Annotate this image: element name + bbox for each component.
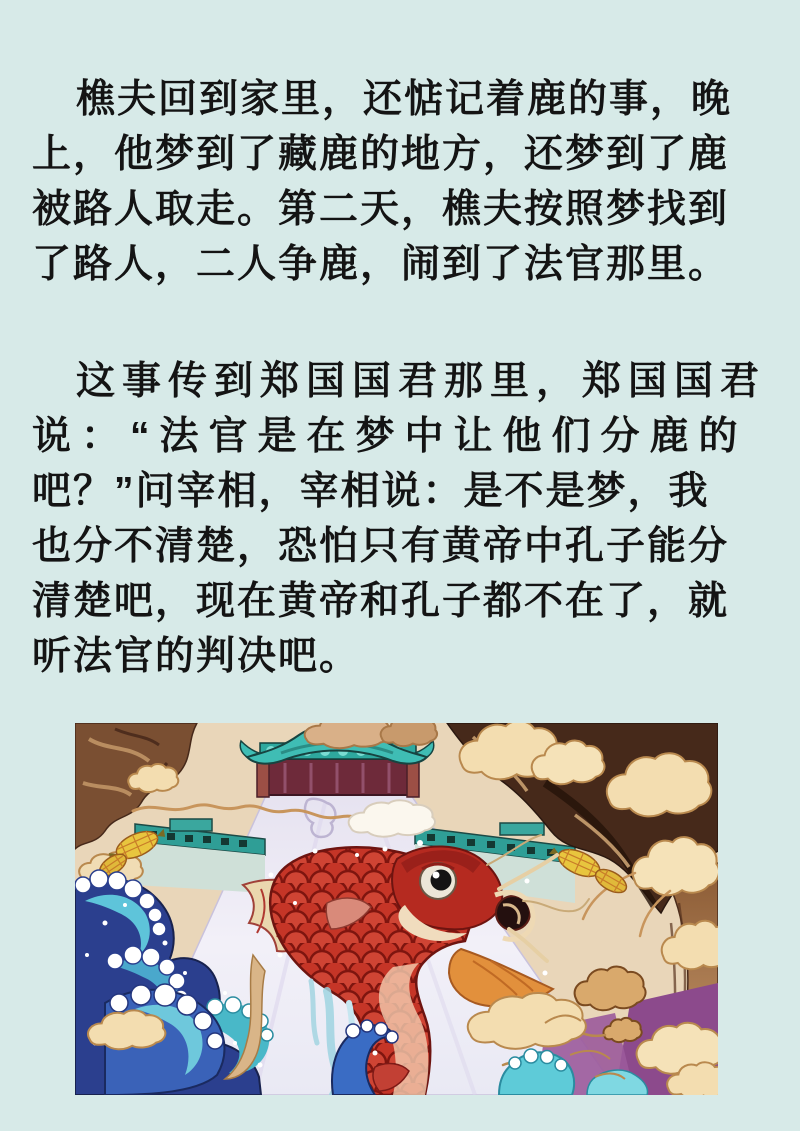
story-paragraph-2 [32, 354, 768, 684]
story-line: 这事传到郑国国君那里，郑国国君 [76, 360, 767, 403]
story-line: 说：“法官是在梦中让他们分鹿的 [32, 415, 748, 458]
story-line: 听法官的判决吧。 [32, 635, 361, 678]
story-line: 上，他梦到了藏鹿的地方，还梦到了鹿 [32, 133, 730, 176]
koi-dragon-gate-illustration [75, 723, 718, 1095]
story-line: 被路人取走。第二天，樵夫按照梦找到 [32, 188, 730, 231]
story-line: 吧？”问宰相，宰相说：是不是梦，我 [32, 470, 710, 513]
story-line: 了路人，二人争鹿，闹到了法官那里。 [32, 243, 730, 286]
story-text [32, 72, 768, 684]
story-line: 清楚吧，现在黄帝和孔子都不在了，就 [32, 580, 730, 623]
story-paragraph-1 [32, 72, 768, 292]
story-line: 也分不清楚，恐怕只有黄帝中孔子能分 [32, 525, 730, 568]
story-line: 樵夫回到家里，还惦记着鹿的事，晚 [76, 78, 733, 121]
